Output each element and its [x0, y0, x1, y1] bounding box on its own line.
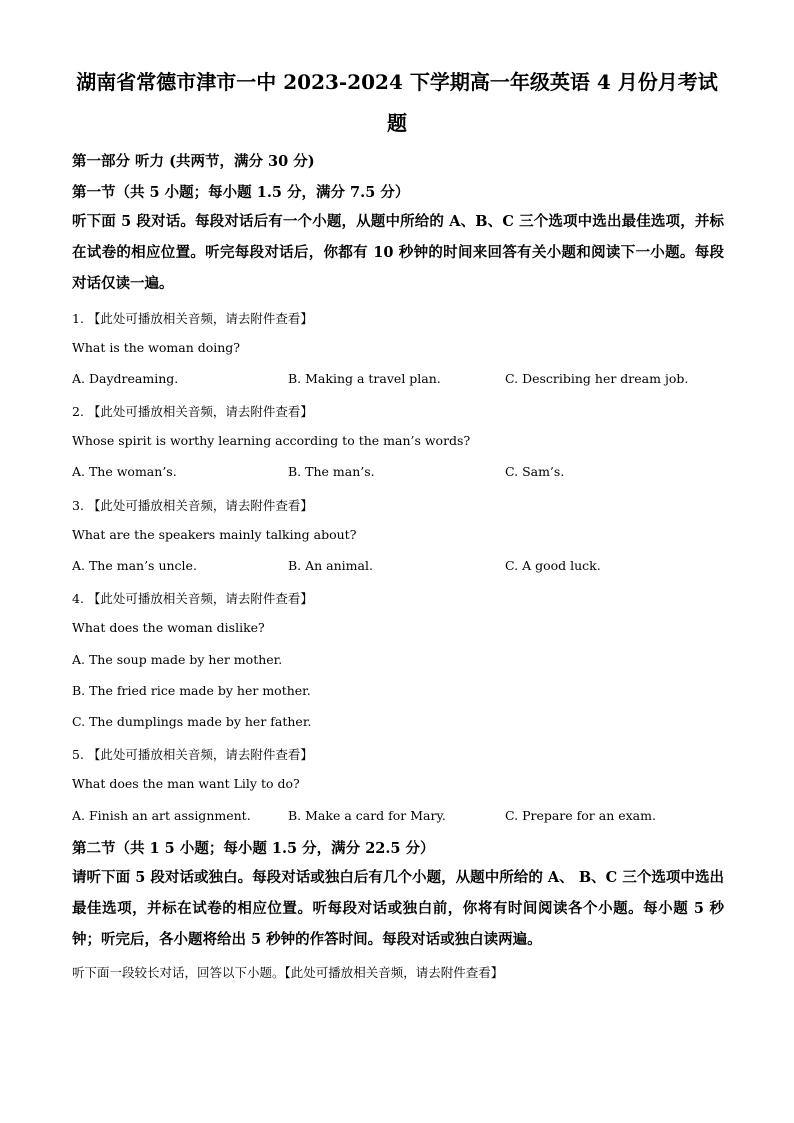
q3-audio-placeholder: 3. 【此处可播放相关音频，请去附件查看】	[72, 498, 313, 513]
q5-stem: What does the man want Lily to do?	[72, 776, 300, 791]
q5-audio-placeholder: 5. 【此处可播放相关音频，请去附件查看】	[72, 747, 313, 762]
q4-stem: What does the woman dislike?	[72, 620, 265, 635]
q2-stem: Whose spirit is worthy learning according to the man’s words?	[72, 433, 471, 448]
section1-heading: 第一节（共 5 小题；每小题 1.5 分，满分 7.5 分）	[72, 184, 410, 201]
q1-option-b: B. Making a travel plan.	[288, 371, 441, 386]
q4-option-a: A. The soup made by her mother.	[72, 652, 283, 667]
q3-option-b: B. An animal.	[288, 558, 373, 573]
q1-audio-placeholder: 1. 【此处可播放相关音频，请去附件查看】	[72, 311, 313, 326]
q1-option-c: C. Describing her dream job.	[505, 371, 689, 386]
q2-option-b: B. The man’s.	[288, 464, 375, 479]
exam-title-line2: 题	[387, 111, 407, 135]
q5-option-c: C. Prepare for an exam.	[505, 808, 656, 823]
q4-option-b: B. The fried rice made by her mother.	[72, 683, 311, 698]
q3-stem: What are the speakers mainly talking about?	[72, 527, 357, 542]
exam-title-line1: 湖南省常德市津市一中 2023-2024 下学期高一年级英语 4 月份月考试	[76, 70, 718, 94]
part1-heading: 第一部分 听力 (共两节，满分 30 分)	[72, 153, 315, 170]
q3-option-a: A. The man’s uncle.	[72, 558, 197, 573]
section1-instructions: 听下面 5 段对话。每段对话后有一个小题，从题中所给的 A、B、C 三个选项中选出最佳选项，并标在试卷的相应位置。听完每段对话后，你都有 10 秒钟的时间来回答有关小题和阅读下一小题。每段对话仅读一遍。	[72, 213, 724, 292]
q4-audio-placeholder: 4. 【此处可播放相关音频，请去附件查看】	[72, 591, 313, 606]
q5-option-a: A. Finish an art assignment.	[72, 808, 251, 823]
q4-option-c: C. The dumplings made by her father.	[72, 714, 312, 729]
q1-option-a: A. Daydreaming.	[72, 371, 179, 386]
section2-instructions: 请听下面 5 段对话或独白。每段对话或独白后有几个小题，从题中所给的 A、 B、C 三个选项中选出最佳选项，并标在试卷的相应位置。听每段对话或独白前，你将有时间阅读各个小题。每小题 5 秒钟；听完后，各小题将给出 5 秒钟的作答时间。每段对话或独白读两遍。	[72, 869, 724, 948]
q2-audio-placeholder: 2. 【此处可播放相关音频，请去附件查看】	[72, 404, 313, 419]
q3-option-c: C. A good luck.	[505, 558, 601, 573]
q1-stem: What is the woman doing?	[72, 340, 241, 355]
q5-option-b: B. Make a card for Mary.	[288, 808, 446, 823]
section2-heading: 第二节（共 1 5 小题；每小题 1.5 分，满分 22.5 分）	[72, 840, 435, 857]
long-dialogue-intro: 听下面一段较长对话，回答以下小题。【此处可播放相关音频，请去附件查看】	[72, 965, 504, 980]
q2-option-a: A. The woman’s.	[72, 464, 177, 479]
q2-option-c: C. Sam’s.	[505, 464, 565, 479]
